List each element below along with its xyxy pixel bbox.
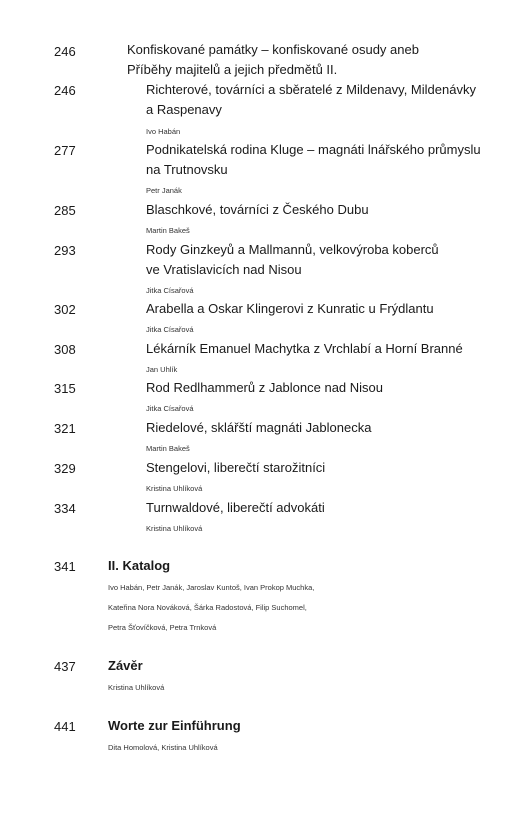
- part-title: Závěr: [108, 658, 143, 673]
- chapter-title: Rody Ginzkeyů a Mallmannů, velkovýroba koberců: [146, 242, 439, 257]
- page-number: 285: [54, 203, 76, 218]
- chapter-author: Jan Uhlík: [146, 365, 178, 374]
- chapter-author: Martin Bakeš: [146, 226, 190, 235]
- page-number: 341: [54, 559, 76, 574]
- page-number: 329: [54, 461, 76, 476]
- page-number: 441: [54, 719, 76, 734]
- page-number: 321: [54, 421, 76, 436]
- part-title: II. Katalog: [108, 558, 171, 573]
- chapter-title: Stengelovi, liberečtí starožitníci: [146, 460, 326, 475]
- chapter-title-cont: na Trutnovsku: [146, 162, 228, 177]
- section-title: Konfiskované památky – konfiskované osudy aneb: [127, 42, 419, 57]
- part-authors-line: Ivo Habán, Petr Janák, Jaroslav Kuntoš, Ivan Prokop Muchka,: [108, 583, 315, 592]
- chapter-title: Rod Redlhammerů z Jablonce nad Nisou: [146, 380, 384, 395]
- page-number: 315: [54, 381, 76, 396]
- chapter-author: Jitka Císařová: [146, 404, 194, 413]
- chapter-author: Ivo Habán: [146, 127, 181, 136]
- chapter-author: Kristina Uhlíková: [146, 484, 203, 493]
- chapter-title: Riedelové, sklářští magnáti Jablonecka: [146, 420, 372, 435]
- page-number: 246: [54, 83, 76, 98]
- section-title-cont: Příběhy majitelů a jejich předmětů II.: [127, 62, 338, 77]
- page-number: 308: [54, 342, 76, 357]
- part-author: Kristina Uhlíková: [108, 683, 165, 692]
- part-authors-line: Kateřina Nora Nováková, Šárka Radostová, Filip Suchomel,: [108, 603, 307, 612]
- chapter-author: Kristina Uhlíková: [146, 524, 203, 533]
- chapter-title: Turnwaldové, liberečtí advokáti: [146, 500, 325, 515]
- chapter-title-cont: a Raspenavy: [146, 102, 222, 117]
- chapter-author: Jitka Císařová: [146, 286, 194, 295]
- chapter-title-cont: ve Vratislavicích nad Nisou: [146, 262, 302, 277]
- part-authors-line: Petra Šťovíčková, Petra Trnková: [108, 623, 217, 632]
- page-number: 302: [54, 302, 76, 317]
- page-number: 334: [54, 501, 76, 516]
- page-number: 437: [54, 659, 76, 674]
- chapter-title: Richterové, továrníci a sběratelé z Mildenavy, Mildenávky: [146, 82, 476, 97]
- part-title: Worte zur Einführung: [108, 718, 241, 733]
- chapter-author: Petr Janák: [146, 186, 182, 195]
- page-number: 293: [54, 243, 76, 258]
- chapter-title: Arabella a Oskar Klingerovi z Kunratic u Frýdlantu: [146, 301, 434, 316]
- page-number: 246: [54, 44, 76, 59]
- chapter-author: Jitka Císařová: [146, 325, 194, 334]
- chapter-title: Blaschkové, továrníci z Českého Dubu: [146, 202, 369, 217]
- chapter-title: Lékárník Emanuel Machytka z Vrchlabí a Horní Branné: [146, 341, 463, 356]
- part-author: Dita Homolová, Kristina Uhlíková: [108, 743, 218, 752]
- chapter-title: Podnikatelská rodina Kluge – magnáti lnářského průmyslu: [146, 142, 481, 157]
- page-number: 277: [54, 143, 76, 158]
- chapter-author: Martin Bakeš: [146, 444, 190, 453]
